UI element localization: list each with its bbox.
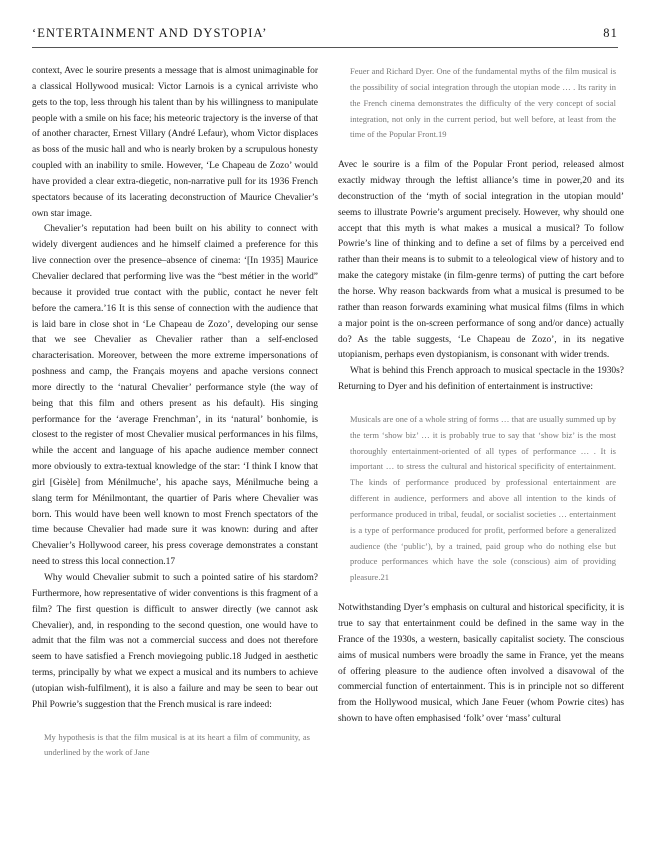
block-quote-dyer: Musicals are one of a whole string of forms … that are usually summed up by the term ‘show biz’ … it is probably true to say that ‘show biz’ is the most thoroughly entertainment-oriented of all types of performance … . It is important … to stress the cultural and historical specificity of entertainment. The kinds of performance produced by professional entertainment are different in audience, performers and above all intention to the kinds of performance produced in tribal, feudal, or socialist societies … entertainment is a type of performance produced for profit, performed before a generalized audience (the ‘public’), by a trained, paid group who do nothing else but produce performances which have the sole (conscious) aim of providing pleasure.21 xyxy=(350,413,616,583)
header-rule xyxy=(32,47,618,48)
block-quote-powrie: My hypothesis is that the film musical is at its heart a film of community, as underlined by the work of Jane xyxy=(44,731,310,758)
paragraph-3: Why would Chevalier submit to such a pointed satire of his stardom? Furthermore, how representative of wider conventions is this fragment of a film? The first question is difficult to answer directly (we cannot ask Chevalier), and, in responding to the second question, one would have to admit that the film was not a commercial success and does not therefore seem to have satisfied a French moviegoing public.18 Judged in aesthetic terms, principally by what we expect a musical and its numbers to achieve (utopian wish-fulfilment), it is also a failure and may be seen to bear out Phil Powrie’s suggestion that the French musical is rare indeed: xyxy=(32,573,318,710)
spacer xyxy=(32,714,318,730)
right-column xyxy=(338,64,624,728)
running-title: ‘ENTERTAINMENT AND DYSTOPIA’ xyxy=(32,26,268,40)
page-number: 81 xyxy=(603,26,618,40)
paragraph-5: What is behind this French approach to musical spectacle in the 1930s? Returning to Dyer and his definition of entertainment is instructive: xyxy=(338,366,624,393)
block-quote-powrie-continued: Feuer and Richard Dyer. One of the fundamental myths of the film musical is the possibility of social integration through the utopian mode … . Its rarity in the French cinema demonstrates the difficulty of the very concept of social integration, not only in the current period, but well before, at least from the time of the Popular Front.19 xyxy=(350,66,616,140)
paragraph-2: Chevalier’s reputation had been built on his ability to connect with widely divergent audiences and he himself claimed a preference for this live connection over the presence–absence of cinema: ‘[In 1935] Maurice Chevalier declared that performing live was the “best métier in the world” because it provided true contact with the public, contact he never felt before the camera.’16 It is this sense of connection with the audience that is laid bare in close shot in ‘Le Chapeau de Zozo’, developing our sense that we see Chevalier as Chevalier rather than a self-enclosed characterisation. Moreover, between the more extreme impersonations of poshness and camp, the Français moyens and apache versions connect more directly to the ‘natural Chevalier’ performance style (the way of being that this film and others present as his default). His singing performance for the ‘average Frenchman’, in its ‘natural’ bonhomie, is closest to the register of most Chevalier musical performances in his films, while the accent and language of his apache audience member connect more obviously to extra-textual knowledge of the star: ‘I think I know that girl [Gisèle] from Ménilmuche’, his apache says, Ménilmuche being a slang term for Ménilmontant, the quartier of Paris where Chevalier was born. This would have been well known to most French spectators of the time because Chevalier had made sure it was known: during and after Chevalier’s Hollywood career, his press coverage demonstrates a constant need to stress this local connection.17 xyxy=(32,224,318,568)
left-column xyxy=(32,64,318,761)
running-header xyxy=(32,26,618,41)
paragraph-1: context, Avec le sourire presents a message that is almost unimaginable for a classical Hollywood musical: Victor Larnois is a cynical arriviste who gets to the top, less through his talent than by his willingness to manipulate people with a smile on his face; his meteoric trajectory is the inverse of that of another character, Ernest Villary (André Lefaur), whom Victor displaces as boss of the music hall and who is nearly broken by a scrupulous honesty coupled with an inability to smile. However, ‘Le Chapeau de Zozo’ would have provided a clear extra-diegetic, non-narrative pull for its 1936 French spectators because of its lacerating deconstruction of Maurice Chevalier’s own star image. xyxy=(32,66,318,219)
paragraph-4: Avec le sourire is a film of the Popular Front period, released almost exactly midway through the leftist alliance’s time in power,20 and its deconstruction of the ‘myth of social integration in the utopian mould’ seems to illustrate Powrie’s argument precisely. However, why should one accept that this myth is what makes a musical a musical? To follow Powrie’s line of thinking and to define a set of films by a perceived end rather than their means is to submit to a teleological view of history and to make the category mistake (in film-genre terms) of putting the cart before the horse. Why reason backwards from what a musical is presumed to be rather than reason forwards examining what musical films (films in which a major point is the on-screen performance of song and/or dance) actually do? As the table suggests, ‘Le Chapeau de Zozo’, in its negative utopianism, perhaps even dystopianism, is consonant with wider trends. xyxy=(338,160,624,361)
spacer xyxy=(338,586,624,601)
paragraph-6: Notwithstanding Dyer’s emphasis on cultural and historical specificity, it is true to say that entertainment could be defined in the same way in the France of the 1930s, a western, basically capitalist society. The conscious aims of musical numbers were broadly the same in France, yet the means of offering pleasure to the audience often involved a disavowal of the commercial function of entertainment. This is in principle not so different from the Hollywood musical, which Jane Feuer (whom Powrie cites) has shown to have often emphasised ‘folk’ over ‘mass’ cultural xyxy=(338,603,624,725)
spacer xyxy=(338,143,624,158)
spacer xyxy=(338,396,624,412)
